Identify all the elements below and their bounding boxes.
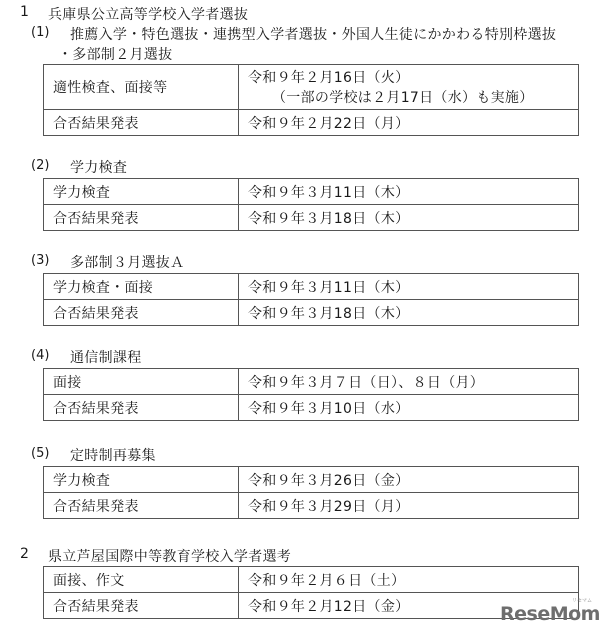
table-row (44, 110, 579, 136)
row-date: 令和９年３月７日（日）、８日（月） (239, 369, 579, 395)
table-row (44, 369, 579, 395)
subsection-5-number: (5) (31, 446, 50, 461)
row-label: 適性検査、面接等 (44, 65, 239, 110)
row-label: 合否結果発表 (44, 395, 239, 421)
row-date: 令和９年２月６日（土） (239, 567, 579, 593)
table-row (44, 493, 579, 519)
row-date: 令和９年３月26日（金） (239, 467, 579, 493)
row-label: 学力検査 (44, 467, 239, 493)
schedule-table-1-2 (43, 178, 579, 231)
schedule-table-1-1 (43, 64, 579, 136)
row-date: 令和９年３月29日（月） (239, 493, 579, 519)
subsection-2-number: (2) (31, 158, 50, 173)
subsection-4-title: 通信制課程 (70, 350, 142, 366)
subsection-2-title: 学力検査 (70, 160, 128, 176)
row-date (239, 65, 579, 110)
date-value: 令和９年２月16日（火） (248, 70, 410, 86)
subsection-1-title-cont: ・多部制２月選抜 (58, 47, 173, 63)
table-row (44, 300, 579, 326)
table-row (44, 205, 579, 231)
row-label: 合否結果発表 (44, 300, 239, 326)
row-date: 令和９年３月18日（木） (239, 300, 579, 326)
subsection-4-number: (4) (31, 348, 50, 363)
table-row (44, 65, 579, 110)
row-label: 学力検査 (44, 179, 239, 205)
watermark-kana: リセマム (572, 598, 592, 604)
subsection-1-title: 推薦入学・特色選抜・連携型入学者選抜・外国人生徒にかかわる特別枠選抜 (70, 27, 557, 43)
section-1-title: 兵庫県公立高等学校入学者選抜 (48, 7, 249, 23)
subsection-5-title: 定時制再募集 (70, 448, 156, 464)
schedule-table-1-4 (43, 368, 579, 421)
table-row (44, 395, 579, 421)
subsection-3-number: (3) (31, 253, 50, 268)
resemom-logo: ReseMom (500, 603, 600, 625)
subsection-1-number: (1) (31, 25, 50, 40)
schedule-table-1-3 (43, 273, 579, 326)
row-date: 令和９年２月22日（月） (239, 110, 579, 136)
schedule-table-2 (43, 566, 579, 619)
table-row (44, 467, 579, 493)
row-label: 合否結果発表 (44, 205, 239, 231)
row-label: 面接、作文 (44, 567, 239, 593)
table-row (44, 274, 579, 300)
row-label: 学力検査・面接 (44, 274, 239, 300)
row-date: 令和９年２月12日（金） (239, 593, 579, 619)
section-2-number: 2 (20, 546, 29, 562)
table-row (44, 593, 579, 619)
schedule-table-1-5 (43, 466, 579, 519)
row-date: 令和９年３月18日（木） (239, 205, 579, 231)
table-row (44, 567, 579, 593)
row-date: 令和９年３月10日（水） (239, 395, 579, 421)
row-date: 令和９年３月11日（木） (239, 179, 579, 205)
subsection-3-title: 多部制３月選抜Ａ (70, 255, 185, 271)
section-1-number: 1 (20, 4, 29, 20)
row-label: 合否結果発表 (44, 493, 239, 519)
table-row (44, 179, 579, 205)
row-label: 合否結果発表 (44, 110, 239, 136)
section-2-title: 県立芦屋国際中等教育学校入学者選考 (48, 549, 292, 565)
row-label: 合否結果発表 (44, 593, 239, 619)
date-note: （一部の学校は２月17日（水）も実施） (272, 90, 534, 106)
row-label: 面接 (44, 369, 239, 395)
row-date: 令和９年３月11日（木） (239, 274, 579, 300)
